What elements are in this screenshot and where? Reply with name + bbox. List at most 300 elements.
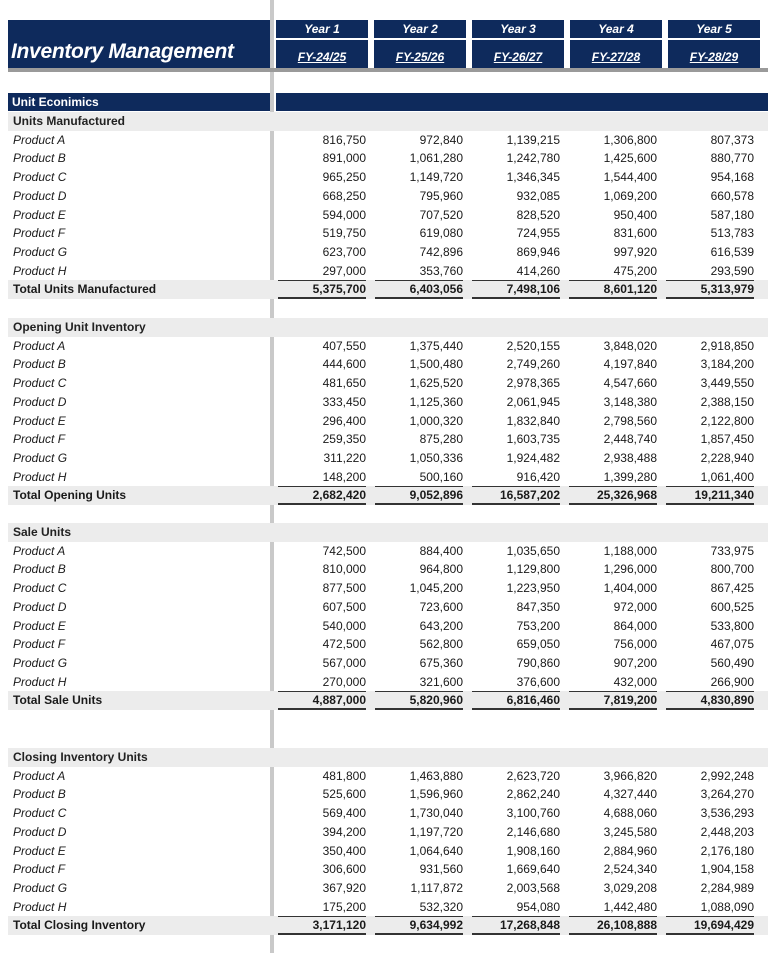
cell-value[interactable]: 1,346,345 xyxy=(506,170,560,185)
table-row xyxy=(8,468,768,487)
row-label: Total Sale Units xyxy=(13,693,103,708)
row-label: Total Opening Units xyxy=(13,488,127,503)
cell-value[interactable]: 306,600 xyxy=(322,862,366,877)
row-label: Product E xyxy=(13,618,66,633)
cell-value[interactable]: 972,000 xyxy=(613,599,657,614)
cell-value[interactable]: 3,536,293 xyxy=(700,806,754,821)
header-year-5 xyxy=(668,20,760,68)
fiscal-year-label: FY-26/27 xyxy=(493,50,543,64)
cell-value[interactable]: 2,978,365 xyxy=(506,376,560,391)
total-top-border xyxy=(569,486,657,487)
cell-value[interactable]: 475,200 xyxy=(613,263,657,278)
row-label: Product F xyxy=(13,226,66,241)
table-row xyxy=(8,879,768,898)
cell-value[interactable]: 350,400 xyxy=(322,843,366,858)
cell-value[interactable]: 467,075 xyxy=(710,637,754,652)
cell-value[interactable]: 831,600 xyxy=(613,226,657,241)
cell-value[interactable]: 3,264,270 xyxy=(700,787,754,802)
cell-value[interactable]: 931,560 xyxy=(419,862,463,877)
cell-value[interactable]: 643,200 xyxy=(419,618,463,633)
year-label: Year 3 xyxy=(472,20,564,40)
cell-value[interactable]: 2,122,800 xyxy=(700,413,754,428)
cell-value[interactable]: 1,375,440 xyxy=(409,338,463,353)
cell-value[interactable]: 756,000 xyxy=(613,637,657,652)
title-block xyxy=(8,20,270,68)
cell-value[interactable]: 954,168 xyxy=(710,170,754,185)
header-rule xyxy=(8,68,768,72)
cell-value[interactable]: 19,211,340 xyxy=(694,488,754,503)
table-row xyxy=(8,542,768,561)
table-row xyxy=(8,149,768,168)
row-label: Product E xyxy=(13,207,66,222)
cell-value[interactable]: 3,966,820 xyxy=(603,768,657,783)
table-row xyxy=(8,374,768,393)
total-top-border xyxy=(278,280,366,281)
row-label: Product F xyxy=(13,637,66,652)
cell-value[interactable]: 1,000,320 xyxy=(409,413,463,428)
cell-value[interactable]: 1,139,215 xyxy=(506,132,560,147)
cell-value[interactable]: 4,830,890 xyxy=(700,693,754,708)
cell-value[interactable]: 560,490 xyxy=(710,655,754,670)
cell-value[interactable]: 891,000 xyxy=(322,151,366,166)
cell-value[interactable]: 1,069,200 xyxy=(603,188,657,203)
cell-value[interactable]: 148,200 xyxy=(322,469,366,484)
cell-value[interactable]: 4,688,060 xyxy=(603,806,657,821)
table-row xyxy=(8,187,768,206)
spacer-row xyxy=(8,505,768,524)
cell-value[interactable]: 2,520,155 xyxy=(506,338,560,353)
cell-value[interactable]: 1,908,160 xyxy=(506,843,560,858)
cell-value[interactable]: 607,500 xyxy=(322,599,366,614)
cell-value[interactable]: 884,400 xyxy=(419,543,463,558)
cell-value[interactable]: 800,700 xyxy=(710,562,754,577)
total-row xyxy=(8,280,768,299)
total-top-border xyxy=(375,916,463,917)
row-label: Total Units Manufactured xyxy=(13,282,157,297)
row-label: Product G xyxy=(13,244,68,259)
total-top-border xyxy=(666,280,754,281)
year-label: Year 5 xyxy=(668,20,760,40)
table-row xyxy=(8,168,768,187)
cell-value[interactable]: 333,450 xyxy=(322,394,366,409)
cell-value[interactable]: 297,000 xyxy=(322,263,366,278)
cell-value[interactable]: 1,149,720 xyxy=(409,170,463,185)
total-double-underline xyxy=(472,708,560,710)
cell-value[interactable]: 660,578 xyxy=(710,188,754,203)
cell-value[interactable]: 525,600 xyxy=(322,787,366,802)
header-year-2 xyxy=(374,20,466,68)
total-double-underline xyxy=(569,708,657,710)
row-label: Product G xyxy=(13,450,68,465)
cell-value[interactable]: 742,896 xyxy=(419,244,463,259)
total-double-underline xyxy=(375,933,463,935)
table-row xyxy=(8,393,768,412)
cell-value[interactable]: 1,404,000 xyxy=(603,581,657,596)
cell-value[interactable]: 619,080 xyxy=(419,226,463,241)
cell-value[interactable]: 569,400 xyxy=(322,806,366,821)
row-label: Product E xyxy=(13,843,66,858)
cell-value[interactable]: 1,625,520 xyxy=(409,376,463,391)
cell-value[interactable]: 25,326,968 xyxy=(596,488,657,503)
cell-value[interactable]: 2,862,240 xyxy=(506,787,560,802)
cell-value[interactable]: 26,108,888 xyxy=(596,918,657,933)
section-header xyxy=(8,523,768,542)
cell-value[interactable]: 623,700 xyxy=(322,244,366,259)
cell-value[interactable]: 540,000 xyxy=(322,618,366,633)
cell-value[interactable]: 795,960 xyxy=(419,188,463,203)
total-top-border xyxy=(375,486,463,487)
cell-value[interactable]: 8,601,120 xyxy=(603,282,657,297)
table-row xyxy=(8,617,768,636)
cell-value[interactable]: 742,500 xyxy=(322,543,366,558)
cell-value[interactable]: 270,000 xyxy=(322,674,366,689)
table-row xyxy=(8,785,768,804)
cell-value[interactable]: 481,800 xyxy=(322,768,366,783)
cell-value[interactable]: 954,080 xyxy=(516,899,560,914)
cell-value[interactable]: 481,650 xyxy=(322,376,366,391)
spacer-row xyxy=(8,711,768,730)
cell-value[interactable]: 3,245,580 xyxy=(603,824,657,839)
total-top-border xyxy=(472,916,560,917)
row-label: Product D xyxy=(13,394,67,409)
cell-value[interactable]: 964,800 xyxy=(419,562,463,577)
spacer-row xyxy=(8,730,768,749)
cell-value[interactable]: 1,045,200 xyxy=(409,581,463,596)
cell-value[interactable]: 19,694,429 xyxy=(693,918,754,933)
cell-value[interactable]: 414,260 xyxy=(516,263,560,278)
total-top-border xyxy=(472,486,560,487)
row-label: Product H xyxy=(13,469,67,484)
band-label: Unit Econimics xyxy=(12,95,99,109)
cell-value[interactable]: 2,524,340 xyxy=(603,862,657,877)
cell-value[interactable]: 1,500,480 xyxy=(409,357,463,372)
fiscal-year-label: FY-27/28 xyxy=(591,50,641,64)
cell-value[interactable]: 907,200 xyxy=(613,655,657,670)
row-label: Product D xyxy=(13,824,67,839)
cell-value[interactable]: 7,819,200 xyxy=(603,693,657,708)
table-row xyxy=(8,243,768,262)
cell-value[interactable]: 587,180 xyxy=(710,207,754,222)
cell-value[interactable]: 2,938,488 xyxy=(603,450,657,465)
total-top-border xyxy=(569,691,657,692)
row-label: Product E xyxy=(13,413,66,428)
table-row xyxy=(8,337,768,356)
total-top-border xyxy=(278,916,366,917)
cell-value[interactable]: 916,420 xyxy=(516,469,560,484)
cell-value[interactable]: 1,306,800 xyxy=(603,132,657,147)
cell-value[interactable]: 293,590 xyxy=(710,263,754,278)
page-title: Inventory Management xyxy=(11,40,234,63)
row-label: Product H xyxy=(13,263,67,278)
cell-value[interactable]: 810,000 xyxy=(322,562,366,577)
table-row xyxy=(8,355,768,374)
row-label: Product B xyxy=(13,357,66,372)
cell-value[interactable]: 519,750 xyxy=(322,226,366,241)
cell-value[interactable]: 376,600 xyxy=(516,674,560,689)
cell-value[interactable]: 1,223,950 xyxy=(506,581,560,596)
cell-value[interactable]: 1,924,482 xyxy=(506,450,560,465)
cell-value[interactable]: 2,448,203 xyxy=(700,824,754,839)
cell-value[interactable]: 3,449,550 xyxy=(700,376,754,391)
cell-value[interactable]: 444,600 xyxy=(322,357,366,372)
cell-value[interactable]: 2,623,720 xyxy=(506,768,560,783)
cell-value[interactable]: 1,061,400 xyxy=(700,469,754,484)
cell-value[interactable]: 394,200 xyxy=(322,824,366,839)
cell-value[interactable]: 1,442,480 xyxy=(603,899,657,914)
total-top-border xyxy=(472,280,560,281)
cell-value[interactable]: 1,061,280 xyxy=(409,151,463,166)
total-double-underline xyxy=(472,933,560,935)
row-label: Product A xyxy=(13,132,66,147)
row-label: Closing Inventory Units xyxy=(13,750,148,764)
total-top-border xyxy=(278,486,366,487)
section-header xyxy=(8,112,768,131)
cell-value[interactable]: 2,228,940 xyxy=(700,450,754,465)
cell-value[interactable]: 723,600 xyxy=(419,599,463,614)
cell-value[interactable]: 869,946 xyxy=(516,244,560,259)
cell-value[interactable]: 4,887,000 xyxy=(312,693,366,708)
cell-value[interactable]: 1,463,880 xyxy=(409,768,463,783)
cell-value[interactable]: 1,050,336 xyxy=(409,450,463,465)
row-label: Product B xyxy=(13,151,66,166)
total-top-border xyxy=(472,691,560,692)
cell-value[interactable]: 3,148,380 xyxy=(603,394,657,409)
total-top-border xyxy=(666,486,754,487)
row-label: Product C xyxy=(13,806,67,821)
cell-value[interactable]: 4,197,840 xyxy=(603,357,657,372)
cell-value[interactable]: 311,220 xyxy=(323,450,366,465)
cell-value[interactable]: 972,840 xyxy=(419,132,463,147)
table-row xyxy=(8,654,768,673)
cell-value[interactable]: 3,184,200 xyxy=(700,357,754,372)
section-band xyxy=(8,93,270,111)
row-label: Units Manufactured xyxy=(13,114,126,128)
table-row xyxy=(8,224,768,243)
cell-value[interactable]: 2,992,248 xyxy=(700,768,754,783)
cell-value[interactable]: 1,117,872 xyxy=(410,880,463,895)
table-row xyxy=(8,430,768,449)
cell-value[interactable]: 4,327,440 xyxy=(603,787,657,802)
cell-value[interactable]: 816,750 xyxy=(322,132,366,147)
cell-value[interactable]: 266,900 xyxy=(710,674,754,689)
cell-value[interactable]: 296,400 xyxy=(322,413,366,428)
row-label: Product C xyxy=(13,581,67,596)
cell-value[interactable]: 1,242,780 xyxy=(506,151,560,166)
table-row xyxy=(8,842,768,861)
cell-value[interactable]: 17,268,848 xyxy=(499,918,560,933)
row-label: Opening Unit Inventory xyxy=(13,320,146,334)
cell-value[interactable]: 2,061,945 xyxy=(506,394,560,409)
year-label: Year 2 xyxy=(374,20,466,40)
cell-value[interactable]: 5,820,960 xyxy=(409,693,463,708)
table-row xyxy=(8,262,768,281)
fiscal-year-label: FY-25/26 xyxy=(395,50,445,64)
cell-value[interactable]: 753,200 xyxy=(516,618,560,633)
row-label: Product G xyxy=(13,655,68,670)
row-label: Product F xyxy=(13,432,66,447)
cell-value[interactable]: 867,425 xyxy=(710,581,754,596)
row-label: Product H xyxy=(13,899,67,914)
cell-value[interactable]: 175,200 xyxy=(322,899,366,914)
cell-value[interactable]: 877,500 xyxy=(322,581,366,596)
cell-value[interactable]: 2,003,568 xyxy=(506,880,560,895)
table-row xyxy=(8,767,768,786)
cell-value[interactable]: 562,800 xyxy=(419,637,463,652)
cell-value[interactable]: 3,848,020 xyxy=(603,338,657,353)
cell-value[interactable]: 1,603,735 xyxy=(506,432,560,447)
row-label: Product D xyxy=(13,599,67,614)
cell-value[interactable]: 1,035,650 xyxy=(506,543,560,558)
cell-value[interactable]: 2,884,960 xyxy=(603,843,657,858)
row-label: Product B xyxy=(13,787,66,802)
cell-value[interactable]: 828,520 xyxy=(516,207,560,222)
cell-value[interactable]: 353,760 xyxy=(419,263,463,278)
cell-value[interactable]: 1,596,960 xyxy=(409,787,463,802)
row-label: Product A xyxy=(13,543,66,558)
cell-value[interactable]: 707,520 xyxy=(419,207,463,222)
cell-value[interactable]: 567,000 xyxy=(322,655,366,670)
row-label: Product H xyxy=(13,674,67,689)
cell-value[interactable]: 321,600 xyxy=(419,674,463,689)
cell-value[interactable]: 616,539 xyxy=(710,244,754,259)
cell-value[interactable]: 5,375,700 xyxy=(312,282,366,297)
total-top-border xyxy=(375,691,463,692)
cell-value[interactable]: 1,088,090 xyxy=(700,899,754,914)
total-top-border xyxy=(666,691,754,692)
section-header xyxy=(8,748,768,767)
cell-value[interactable]: 432,000 xyxy=(613,674,657,689)
cell-value[interactable]: 1,125,360 xyxy=(409,394,463,409)
total-top-border xyxy=(375,280,463,281)
cell-value[interactable]: 2,798,560 xyxy=(603,413,657,428)
row-label: Product C xyxy=(13,376,67,391)
row-label: Product B xyxy=(13,562,66,577)
table-row xyxy=(8,412,768,431)
table-row xyxy=(8,206,768,225)
total-double-underline xyxy=(666,933,754,935)
total-row xyxy=(8,691,768,710)
cell-value[interactable]: 6,403,056 xyxy=(409,282,463,297)
total-top-border xyxy=(666,916,754,917)
total-row xyxy=(8,916,768,935)
fiscal-year-label: FY-24/25 xyxy=(297,50,347,64)
cell-value[interactable]: 724,955 xyxy=(516,226,560,241)
cell-value[interactable]: 950,400 xyxy=(613,207,657,222)
cell-value[interactable]: 2,918,850 xyxy=(700,338,754,353)
total-top-border xyxy=(569,916,657,917)
cell-value[interactable]: 594,000 xyxy=(322,207,366,222)
table-row xyxy=(8,598,768,617)
cell-value[interactable]: 965,250 xyxy=(322,170,366,185)
section-band-fill xyxy=(276,93,768,111)
cell-value[interactable]: 1,296,000 xyxy=(603,562,657,577)
cell-value[interactable]: 6,816,460 xyxy=(506,693,560,708)
cell-value[interactable]: 1,832,840 xyxy=(506,413,560,428)
total-top-border xyxy=(278,691,366,692)
row-label: Product A xyxy=(13,338,66,353)
cell-value[interactable]: 3,100,760 xyxy=(506,806,560,821)
table-row xyxy=(8,804,768,823)
cell-value[interactable]: 600,525 xyxy=(710,599,754,614)
cell-value[interactable]: 2,448,740 xyxy=(603,432,657,447)
cell-value[interactable]: 1,425,600 xyxy=(603,151,657,166)
cell-value[interactable]: 1,857,450 xyxy=(700,432,754,447)
cell-value[interactable]: 2,749,260 xyxy=(506,357,560,372)
cell-value[interactable]: 3,171,120 xyxy=(312,918,366,933)
cell-value[interactable]: 500,160 xyxy=(419,469,463,484)
cell-value[interactable]: 9,634,992 xyxy=(409,918,463,933)
cell-value[interactable]: 675,360 xyxy=(419,655,463,670)
cell-value[interactable]: 932,085 xyxy=(516,188,560,203)
cell-value[interactable]: 2,388,150 xyxy=(700,394,754,409)
fiscal-year-label: FY-28/29 xyxy=(689,50,739,64)
cell-value[interactable]: 1,669,640 xyxy=(506,862,560,877)
row-label: Total Closing Inventory xyxy=(13,918,146,933)
cell-value[interactable]: 9,052,896 xyxy=(409,488,463,503)
cell-value[interactable]: 880,770 xyxy=(710,151,754,166)
row-label: Product D xyxy=(13,188,67,203)
cell-value[interactable]: 532,320 xyxy=(419,899,463,914)
cell-value[interactable]: 16,587,202 xyxy=(499,488,560,503)
cell-value[interactable]: 875,280 xyxy=(419,432,463,447)
cell-value[interactable]: 7,498,106 xyxy=(506,282,560,297)
cell-value[interactable]: 4,547,660 xyxy=(603,376,657,391)
cell-value[interactable]: 1,399,280 xyxy=(603,469,657,484)
table-row xyxy=(8,673,768,692)
total-row xyxy=(8,486,768,505)
cell-value[interactable]: 790,860 xyxy=(516,655,560,670)
header-year-1 xyxy=(276,20,368,68)
total-top-border xyxy=(569,280,657,281)
cell-value[interactable]: 472,500 xyxy=(322,637,366,652)
cell-value[interactable]: 807,373 xyxy=(710,132,754,147)
table-row xyxy=(8,823,768,842)
cell-value[interactable]: 659,050 xyxy=(516,637,560,652)
cell-value[interactable]: 367,920 xyxy=(322,880,366,895)
cell-value[interactable]: 3,029,208 xyxy=(603,880,657,895)
cell-value[interactable]: 259,350 xyxy=(322,432,366,447)
cell-value[interactable]: 1,129,800 xyxy=(506,562,560,577)
cell-value[interactable]: 1,730,040 xyxy=(409,806,463,821)
cell-value[interactable]: 513,783 xyxy=(710,226,754,241)
cell-value[interactable]: 2,284,989 xyxy=(700,880,754,895)
cell-value[interactable]: 1,197,720 xyxy=(409,824,463,839)
cell-value[interactable]: 2,146,680 xyxy=(506,824,560,839)
cell-value[interactable]: 1,188,000 xyxy=(603,543,657,558)
total-double-underline xyxy=(375,708,463,710)
cell-value[interactable]: 1,904,158 xyxy=(700,862,754,877)
cell-value[interactable]: 2,682,420 xyxy=(312,488,366,503)
section-header xyxy=(8,318,768,337)
table-row xyxy=(8,860,768,879)
cell-value[interactable]: 2,176,180 xyxy=(700,843,754,858)
cell-value[interactable]: 997,920 xyxy=(613,244,657,259)
cell-value[interactable]: 668,250 xyxy=(322,188,366,203)
row-label: Product C xyxy=(13,170,67,185)
cell-value[interactable]: 847,350 xyxy=(516,599,560,614)
row-label: Product F xyxy=(13,862,66,877)
table-row xyxy=(8,579,768,598)
cell-value[interactable]: 5,313,979 xyxy=(700,282,754,297)
cell-value[interactable]: 733,975 xyxy=(710,543,754,558)
cell-value[interactable]: 1,544,400 xyxy=(603,170,657,185)
cell-value[interactable]: 533,800 xyxy=(710,618,754,633)
cell-value[interactable]: 1,064,640 xyxy=(409,843,463,858)
cell-value[interactable]: 407,550 xyxy=(322,338,366,353)
total-double-underline xyxy=(569,933,657,935)
header-year-3 xyxy=(472,20,564,68)
cell-value[interactable]: 864,000 xyxy=(613,618,657,633)
